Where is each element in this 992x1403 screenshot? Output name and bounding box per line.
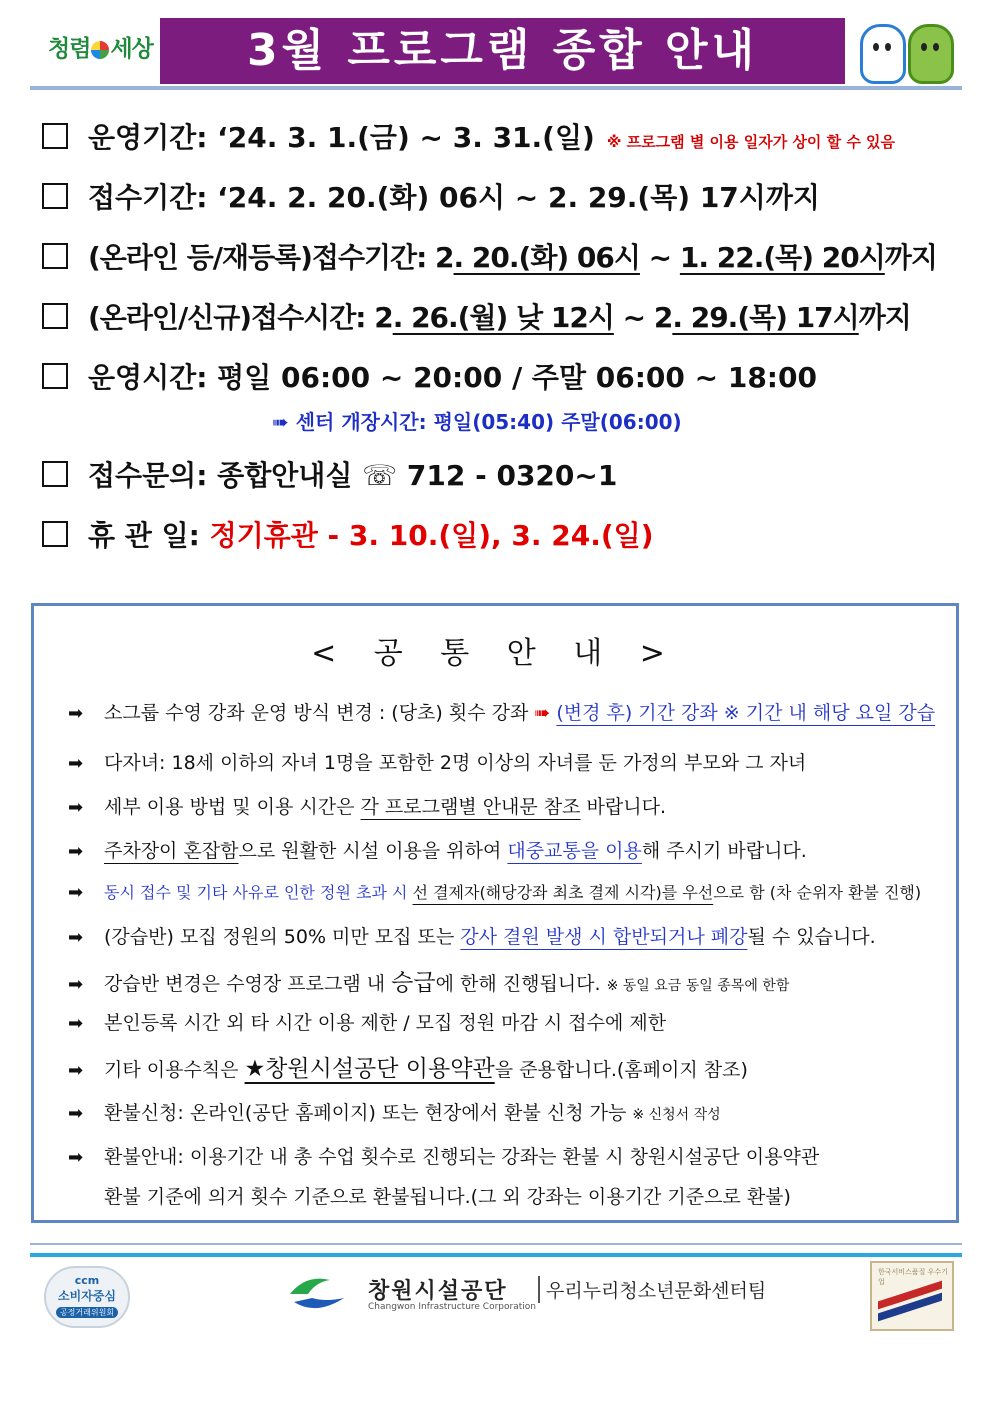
notice-text: 으로 원활한 시설 이용을 위하여	[238, 840, 508, 862]
organization-logo	[286, 1268, 776, 1328]
notice-item	[68, 1142, 819, 1169]
page-title: 3월 프로그램 종합 안내	[160, 18, 845, 84]
header-divider	[30, 86, 962, 90]
notice-text: (강습반) 모집 정원의 50% 미만 모집 또는	[104, 926, 461, 948]
row-value-part: 까지	[884, 241, 937, 274]
row-value: 평일 06:00 ~ 20:00 / 주말 06:00 ~ 18:00	[217, 361, 817, 394]
notice-text: 대중교통을 이용	[507, 840, 642, 862]
ccm-text: 소비자중심	[58, 1289, 116, 1303]
info-row-operation-period	[42, 116, 895, 160]
notice-text: 바랍니다.	[580, 796, 667, 818]
notice-text: 환불신청: 온라인(공단 홈페이지) 또는 현장에서 환불 신청 가능	[104, 1102, 633, 1124]
info-row-online-reregistration	[42, 236, 937, 280]
org-swoosh-icon	[286, 1272, 350, 1316]
notice-title: < 공 통 안 내 >	[311, 636, 679, 671]
notice-text: 세부 이용 방법 및 이용 시간은	[104, 796, 361, 818]
logo-text-left: 청렴	[48, 36, 91, 62]
notice-text: 다자녀: 18세 이하의 자녀 1명을 포함한 2명 이상의 자녀를 둔 가정의 부모와 그 자녀	[104, 752, 807, 774]
org-team-name: 우리누리청소년문화센터팀	[538, 1276, 766, 1303]
arrow-icon: ➡	[68, 974, 84, 995]
row-value-part: . 20.(화) 06시	[453, 241, 640, 274]
row-value-part: 2	[435, 241, 454, 274]
ksqi-label: 한국서비스품질 우수기업	[878, 1268, 948, 1286]
mascot-green-icon	[908, 24, 954, 84]
arrow-icon: ➡	[68, 882, 84, 903]
ccm-sub: 공정거래위원회	[56, 1307, 118, 1318]
row-value-part: . 29.(목) 17시	[672, 301, 859, 334]
row-value-part: 1. 22.(목) 20시	[679, 241, 885, 274]
notice-text: 으로 함 (차 순위자 환불 진행)	[713, 883, 922, 902]
notice-text: 승급	[391, 970, 436, 996]
notice-item	[68, 1098, 721, 1125]
arrow-icon: ➡	[68, 927, 84, 948]
notice-item	[68, 748, 806, 775]
notice-note: ※ 신청서 작성	[632, 1107, 721, 1123]
notice-item	[68, 922, 876, 949]
checkbox-square-icon	[42, 123, 68, 149]
row-value: 종합안내실 ☏ 712 - 0320~1	[217, 459, 618, 492]
footer-divider-blue	[30, 1253, 962, 1257]
checkbox-square-icon	[42, 363, 68, 389]
info-row-registration-period	[42, 176, 820, 220]
notice-item	[68, 836, 807, 863]
row-value: ‘24. 2. 20.(화) 06시 ~ 2. 29.(목) 17시까지	[217, 181, 820, 214]
row-value-part: ~ 2	[613, 301, 673, 334]
arrow-red-icon: ➠	[534, 702, 551, 724]
row-note: ※ 프로그램 별 이용 일자가 상이 할 수 있음	[606, 133, 896, 151]
checkbox-square-icon	[42, 461, 68, 487]
ksqi-quality-badge	[870, 1261, 954, 1331]
row-label: 운영시간:	[88, 361, 208, 394]
checkbox-square-icon	[42, 521, 68, 547]
notice-item	[68, 792, 666, 819]
mascot-blue-icon	[860, 24, 906, 84]
notice-text: 소그룹 수영 강좌 운영 방식 변경 : (당초) 횟수 강좌	[104, 702, 535, 724]
notice-text: 강사 결원 발생 시 합반되거나 폐강	[460, 926, 748, 948]
footer-divider	[30, 1243, 962, 1245]
notice-text: 환불 기준에 의거 횟수 기준으로 환불됩니다.(그 외 강좌는 이용기간 기준으로 환불)	[104, 1186, 791, 1208]
notice-item-continuation	[104, 1182, 791, 1209]
arrow-icon: ➡	[68, 703, 84, 724]
notice-text: (변경 후) 기간 강좌 ※ 기간 내 해당 요일 강습	[556, 702, 936, 724]
arrow-icon: ➡	[68, 841, 84, 862]
row-value-part: 2	[374, 301, 393, 334]
row-value: 정기휴관 - 3. 10.(일), 3. 24.(일)	[209, 519, 654, 552]
notice-item	[68, 880, 921, 903]
org-name: 창원시설공단	[368, 1279, 508, 1304]
row-label: (온라인 등/재등록)접수기간:	[88, 241, 427, 274]
notice-text: 주차장이 혼잡함	[104, 840, 239, 862]
integrity-logo	[48, 30, 178, 74]
row-label: 접수기간:	[88, 181, 208, 214]
row-value-part: ~	[639, 241, 680, 274]
checkbox-square-icon	[42, 243, 68, 269]
notice-text: 해 주시기 바랍니다.	[641, 840, 807, 862]
arrow-icon: ➡	[68, 1013, 84, 1034]
row-value-part: 까지	[858, 301, 911, 334]
org-english-name: Changwon Infrastructure Corporation	[368, 1302, 536, 1312]
info-row-inquiry	[42, 454, 617, 498]
checkbox-square-icon	[42, 303, 68, 329]
notice-text: 환불안내: 이용기간 내 총 수업 횟수로 진행되는 강좌는 환불 시 창원시설공단 이용약관	[104, 1146, 820, 1168]
row-label: 휴 관 일:	[88, 519, 200, 552]
row-label: 접수문의:	[88, 459, 208, 492]
arrow-icon: ➡	[68, 1103, 84, 1124]
notice-text: 될 수 있습니다.	[747, 926, 876, 948]
notice-text: 기타 이용수칙은	[104, 1059, 245, 1081]
notice-item	[68, 1008, 666, 1035]
notice-text: 을 준용합니다.(홈페이지 참조)	[494, 1059, 748, 1081]
notice-text: ★창원시설공단 이용약관	[244, 1056, 495, 1082]
notice-item	[68, 964, 789, 997]
arrow-icon: ➡	[68, 1060, 84, 1081]
notice-item	[68, 1050, 748, 1083]
arrow-icon: ➡	[68, 797, 84, 818]
row-label: 운영기간:	[88, 121, 208, 154]
notice-text: 동시 접수 및 기타 사유로 인한 정원 초과 시	[104, 883, 413, 902]
mascot-characters	[858, 22, 956, 82]
notice-note: ※ 동일 요금 동일 종목에 한함	[606, 978, 790, 994]
row-label: (온라인/신규)접수시간:	[88, 301, 366, 334]
header	[30, 14, 962, 86]
row-value: ‘24. 3. 1.(금) ~ 3. 31.(일)	[217, 121, 595, 154]
notice-item	[68, 698, 935, 725]
info-row-operating-hours	[42, 356, 817, 400]
notice-text: 각 프로그램별 안내문 참조	[360, 796, 581, 818]
info-row-online-new	[42, 296, 911, 340]
info-row-closed-days	[42, 514, 654, 558]
row-value-part: . 26.(월) 낮 12시	[392, 301, 614, 334]
common-notice-box	[31, 603, 959, 1223]
center-opening-time: ➠ 센터 개장시간: 평일(05:40) 주말(06:00)	[272, 410, 682, 434]
notice-text: 본인등록 시간 외 타 시간 이용 제한 / 모집 정원 마감 시 접수에 제한	[104, 1012, 667, 1034]
ccm-consumer-logo	[44, 1266, 130, 1328]
notice-text: 강습반 변경은 수영장 프로그램 내	[104, 973, 392, 995]
ccm-mark: ccm	[74, 1274, 100, 1287]
checkbox-square-icon	[42, 183, 68, 209]
notice-text: 에 한해 진행됩니다.	[435, 973, 607, 995]
logo-text-right: 세상	[110, 36, 153, 62]
notice-text: 선 결제자(해당강좌 최초 결제 시각)를 우선	[412, 883, 714, 902]
arrow-icon: ➡	[68, 753, 84, 774]
logo-circle-icon	[91, 41, 109, 59]
arrow-icon: ➡	[68, 1147, 84, 1168]
